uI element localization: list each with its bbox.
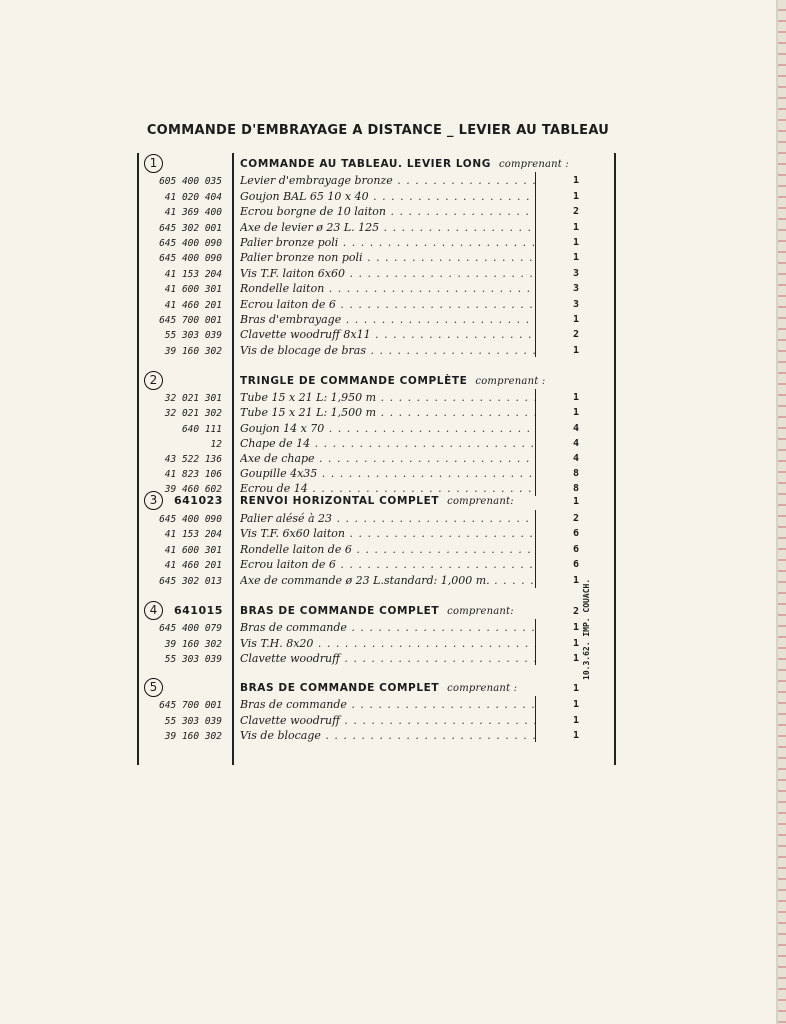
group-heading-text: BRAS DE COMMANDE COMPLET bbox=[240, 682, 440, 694]
part-reference: 645 400 090 bbox=[159, 253, 222, 265]
group-bracket-line bbox=[535, 172, 536, 357]
part-reference: 55 303 039 bbox=[164, 653, 222, 665]
group-heading-text: COMMANDE AU TABLEAU. LEVIER LONG bbox=[240, 158, 491, 170]
part-description: Clavette woodruff . . . bbox=[240, 714, 536, 727]
part-description: Tube 15 x 21 L: 1,500 m . . . bbox=[240, 406, 536, 419]
group-header-1 bbox=[0, 158, 786, 173]
part-quantity: 1 bbox=[572, 314, 580, 325]
part-quantity: 6 bbox=[572, 559, 580, 571]
part-description: Rondelle laiton . . . bbox=[240, 282, 536, 295]
group-qty: 1 bbox=[572, 683, 580, 694]
table-row bbox=[0, 406, 786, 421]
part-description: Axe de levier ø 23 L. 125 . . . bbox=[240, 221, 536, 234]
part-reference: 41 600 301 bbox=[164, 284, 222, 296]
table-row bbox=[0, 698, 786, 713]
part-reference: 41 369 400 bbox=[164, 207, 222, 219]
part-description: Palier bronze poli . . . bbox=[240, 236, 536, 249]
group-number-circle: 4 bbox=[144, 601, 163, 620]
table-row bbox=[0, 621, 786, 636]
part-quantity: 3 bbox=[572, 267, 580, 279]
table-row bbox=[0, 344, 786, 359]
table-row bbox=[0, 174, 786, 189]
part-quantity: 1 bbox=[572, 237, 580, 248]
part-description: Clavette woodruff 8x11 . . . bbox=[240, 328, 536, 341]
group-code: 641015 bbox=[174, 604, 223, 617]
group-bracket-line bbox=[535, 696, 536, 742]
table-row bbox=[0, 714, 786, 729]
part-reference: 645 400 079 bbox=[159, 623, 222, 635]
part-reference: 39 160 302 bbox=[164, 638, 222, 650]
part-quantity: 1 bbox=[572, 252, 580, 264]
bleed-through-ghost bbox=[150, 28, 159, 48]
table-row bbox=[0, 221, 786, 236]
part-description: Ecrou borgne de 10 laiton . . . bbox=[240, 205, 536, 218]
table-row bbox=[0, 251, 786, 266]
table-row bbox=[0, 543, 786, 558]
group-heading bbox=[240, 495, 514, 507]
group-heading bbox=[240, 682, 517, 694]
part-description: Levier d'embrayage bronze . . . bbox=[240, 174, 536, 187]
group-heading-text: TRINGLE DE COMMANDE COMPLÈTE bbox=[240, 375, 468, 387]
part-quantity: 1 bbox=[572, 575, 580, 586]
group-heading-suffix: comprenant: bbox=[447, 496, 514, 507]
table-row bbox=[0, 467, 786, 482]
table-row bbox=[0, 267, 786, 282]
part-description: Ecrou laiton de 6 . . . bbox=[240, 298, 536, 311]
part-reference: 12 bbox=[210, 438, 222, 450]
part-description: Goupille 4x35 . . . bbox=[240, 467, 536, 480]
table-row bbox=[0, 452, 786, 467]
part-reference: 41 153 204 bbox=[164, 268, 222, 280]
part-reference: 55 303 039 bbox=[164, 330, 222, 342]
group-heading-suffix: comprenant : bbox=[475, 376, 546, 387]
table-row bbox=[0, 437, 786, 452]
part-description: Chape de 14 . . . bbox=[240, 437, 536, 450]
part-reference: 645 302 013 bbox=[159, 576, 222, 587]
part-reference: 645 700 001 bbox=[159, 315, 222, 326]
part-quantity: 1 bbox=[572, 392, 580, 404]
group-heading-suffix: comprenant : bbox=[498, 159, 569, 170]
part-description: Axe de chape . . . bbox=[240, 452, 536, 465]
table-row bbox=[0, 422, 786, 437]
part-reference: 32 021 301 bbox=[164, 393, 222, 405]
part-reference: 43 522 136 bbox=[164, 454, 222, 465]
part-reference: 39 160 302 bbox=[164, 345, 222, 357]
part-description: Palier alésé à 23 . . . bbox=[240, 512, 536, 525]
part-description: Vis de blocage . . . bbox=[240, 729, 536, 742]
group-code: 641023 bbox=[174, 494, 223, 507]
part-reference: 645 700 001 bbox=[159, 700, 222, 712]
part-quantity: 8 bbox=[572, 483, 580, 495]
table-row bbox=[0, 298, 786, 313]
group-heading-text: BRAS DE COMMANDE COMPLET bbox=[240, 605, 440, 617]
part-reference: 640 111 bbox=[181, 423, 222, 435]
group-qty: 1 bbox=[572, 496, 580, 507]
part-reference: 41 020 404 bbox=[164, 191, 222, 203]
part-quantity: 8 bbox=[572, 468, 580, 480]
part-description: Tube 15 x 21 L: 1,950 m . . . bbox=[240, 391, 536, 404]
part-quantity: 1 bbox=[572, 652, 580, 664]
group-header-4 bbox=[0, 605, 786, 620]
group-bracket-line bbox=[535, 510, 536, 588]
part-reference: 39 460 602 bbox=[164, 484, 222, 496]
part-quantity: 1 bbox=[572, 714, 580, 726]
table-row bbox=[0, 729, 786, 744]
part-quantity: 1 bbox=[572, 175, 580, 187]
group-number-circle: 2 bbox=[144, 371, 163, 390]
part-quantity: 1 bbox=[572, 622, 580, 634]
part-quantity: 4 bbox=[572, 422, 580, 434]
page-title: COMMANDE D'EMBRAYAGE A DISTANCE _ LEVIER AU TABLEAU bbox=[146, 123, 610, 138]
part-description: Vis T.H. 8x20 . . . bbox=[240, 637, 536, 650]
part-description: Vis T.F. laiton 6x60 . . . bbox=[240, 267, 536, 280]
table-row bbox=[0, 391, 786, 406]
part-quantity: 2 bbox=[572, 512, 580, 524]
part-quantity: 2 bbox=[572, 206, 580, 218]
table-row bbox=[0, 313, 786, 328]
part-description: Axe de commande ø 23 L.standard: 1,000 m. . . . bbox=[240, 574, 536, 587]
table-row bbox=[0, 236, 786, 251]
group-heading-suffix: comprenant: bbox=[447, 606, 514, 617]
part-description: Bras d'embrayage . . . bbox=[240, 313, 536, 326]
part-reference: 41 823 106 bbox=[164, 469, 222, 481]
table-row bbox=[0, 282, 786, 297]
part-quantity: 1 bbox=[572, 190, 580, 202]
part-description: Rondelle laiton de 6 . . . bbox=[240, 543, 536, 556]
table-row bbox=[0, 512, 786, 527]
table-row bbox=[0, 190, 786, 205]
part-reference: 41 153 204 bbox=[164, 529, 222, 541]
part-description: Bras de commande . . . bbox=[240, 698, 536, 711]
part-quantity: 1 bbox=[572, 344, 580, 356]
part-reference: 55 303 039 bbox=[164, 715, 222, 727]
group-number-circle: 1 bbox=[144, 154, 163, 173]
table-row bbox=[0, 527, 786, 542]
part-description: Ecrou de 14 . . . bbox=[240, 482, 536, 495]
group-bracket-line bbox=[535, 619, 536, 665]
part-reference: 41 460 201 bbox=[164, 299, 222, 311]
part-description: Vis T.F. 6x60 laiton . . . bbox=[240, 527, 536, 540]
group-header-3 bbox=[0, 495, 786, 510]
part-reference: 605 400 035 bbox=[159, 176, 222, 188]
table-row bbox=[0, 328, 786, 343]
group-heading-text: RENVOI HORIZONTAL COMPLET bbox=[240, 495, 440, 507]
part-reference: 645 400 090 bbox=[159, 513, 222, 525]
group-qty: 2 bbox=[572, 606, 580, 617]
group-number-circle: 3 bbox=[144, 491, 163, 510]
part-reference: 39 160 302 bbox=[164, 730, 222, 742]
part-description: Goujon 14 x 70 . . . bbox=[240, 422, 536, 435]
part-quantity: 1 bbox=[572, 407, 580, 419]
part-reference: 645 400 090 bbox=[159, 238, 222, 249]
part-reference: 41 460 201 bbox=[164, 560, 222, 572]
part-quantity: 6 bbox=[572, 528, 580, 540]
print-stamp: 10.3.62. IMP. COUACH. bbox=[582, 578, 591, 680]
part-description: Ecrou laiton de 6 . . . bbox=[240, 558, 536, 571]
group-bracket-line bbox=[535, 389, 536, 495]
table-row bbox=[0, 205, 786, 220]
part-reference: 41 600 301 bbox=[164, 544, 222, 556]
group-header-2 bbox=[0, 375, 786, 390]
part-description: Clavette woodruff . . . bbox=[240, 652, 536, 665]
group-number-circle: 5 bbox=[144, 678, 163, 697]
part-quantity: 4 bbox=[572, 437, 580, 449]
part-description: Vis de blocage de bras . . . bbox=[240, 344, 536, 357]
part-description: Goujon BAL 65 10 x 40 . . . bbox=[240, 190, 536, 203]
part-quantity: 2 bbox=[572, 329, 580, 341]
group-heading bbox=[240, 158, 569, 170]
group-heading bbox=[240, 605, 514, 617]
part-quantity: 6 bbox=[572, 543, 580, 555]
part-description: Palier bronze non poli . . . bbox=[240, 251, 536, 264]
table-row bbox=[0, 574, 786, 589]
group-heading bbox=[240, 375, 545, 387]
table-row bbox=[0, 558, 786, 573]
part-description: Bras de commande . . . bbox=[240, 621, 536, 634]
table-row bbox=[0, 652, 786, 667]
part-reference: 645 302 001 bbox=[159, 222, 222, 234]
part-quantity: 1 bbox=[572, 729, 580, 741]
part-reference: 32 021 302 bbox=[164, 408, 222, 420]
part-quantity: 4 bbox=[572, 453, 580, 464]
part-quantity: 1 bbox=[572, 637, 580, 649]
group-header-5 bbox=[0, 682, 786, 697]
part-quantity: 1 bbox=[572, 699, 580, 711]
part-quantity: 3 bbox=[572, 298, 580, 310]
group-heading-suffix: comprenant : bbox=[447, 683, 518, 694]
part-quantity: 1 bbox=[572, 221, 580, 233]
part-quantity: 3 bbox=[572, 283, 580, 295]
table-row bbox=[0, 637, 786, 652]
